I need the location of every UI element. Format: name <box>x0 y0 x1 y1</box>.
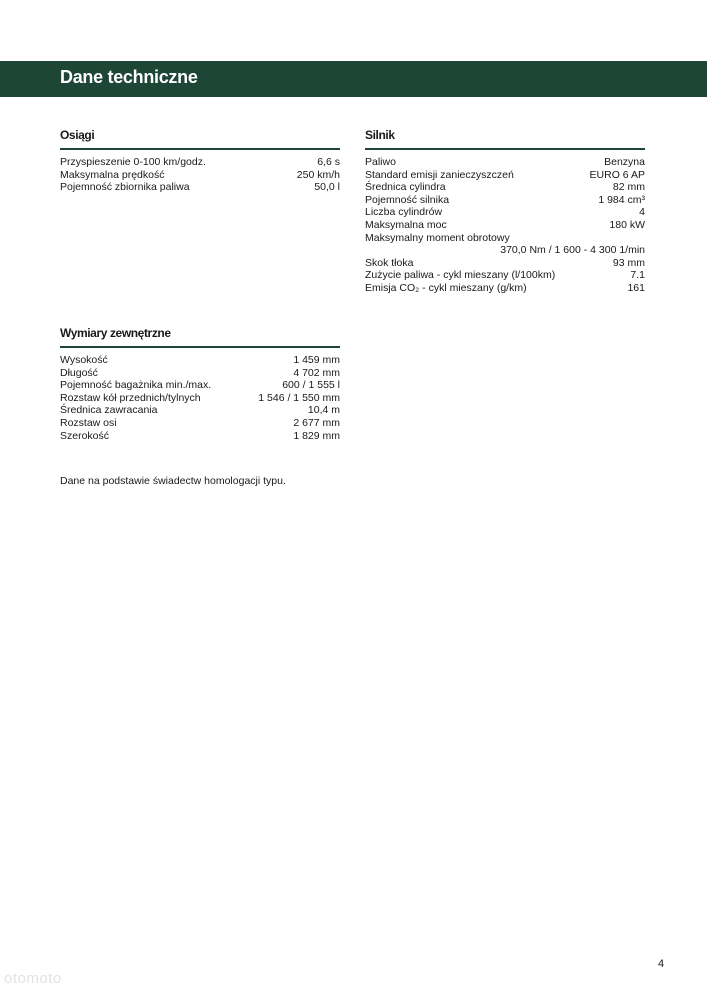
spec-value: 600 / 1 555 l <box>282 379 340 392</box>
spec-value: 93 mm <box>612 256 645 269</box>
spec-value: 1 829 mm <box>293 429 340 442</box>
spec-value: 10,4 m <box>307 404 340 417</box>
spec-row <box>365 194 645 207</box>
spec-row <box>60 156 340 169</box>
spec-row <box>365 181 645 194</box>
spec-row <box>60 367 340 380</box>
spec-label: Emisja CO₂ - cykl mieszany (g/km) <box>365 281 527 294</box>
spec-label: Pojemność bagażnika min./max. <box>60 379 212 392</box>
spec-value: 4 <box>639 206 645 219</box>
spec-label: Rozstaw kół przednich/tylnych <box>60 391 201 404</box>
spec-value: 6,6 s <box>317 156 340 168</box>
spec-row <box>365 257 645 270</box>
spec-value: 82 mm <box>612 181 645 194</box>
spec-row <box>365 269 645 282</box>
spec-label: Szerokość <box>60 429 110 442</box>
spec-value: 2 677 mm <box>293 416 340 429</box>
spec-value: 4 702 mm <box>293 366 340 379</box>
spec-value: 1 546 / 1 550 mm <box>258 391 340 404</box>
section-title: Silnik <box>365 128 645 150</box>
spec-value: 180 kW <box>609 218 645 231</box>
spec-row <box>365 206 645 219</box>
spec-value: 7.1 <box>630 269 645 282</box>
spec-list <box>60 156 340 194</box>
spec-label: Rozstaw osi <box>60 416 117 429</box>
spec-row <box>365 219 645 232</box>
spec-row <box>365 232 645 257</box>
spec-label: Zużycie paliwa - cykl mieszany (l/100km) <box>365 269 556 282</box>
page-title: Dane techniczne <box>60 67 198 87</box>
spec-row <box>60 379 340 392</box>
homologation-note: Dane na podstawie świadectw homologacji typu. <box>60 475 286 487</box>
spec-row <box>60 392 340 405</box>
spec-row <box>60 181 340 194</box>
watermark: otomoto <box>4 970 62 987</box>
header-banner <box>0 61 707 97</box>
spec-list <box>365 156 645 295</box>
spec-label: Wysokość <box>60 354 108 366</box>
section-silnik <box>365 128 645 295</box>
spec-value: Benzyna <box>604 156 645 168</box>
spec-label: Maksymalna prędkość <box>60 168 165 181</box>
page-number: 4 <box>658 958 665 970</box>
spec-label: Maksymalna moc <box>365 218 447 231</box>
spec-value: 161 <box>627 281 645 294</box>
section-title: Wymiary zewnętrzne <box>60 326 340 348</box>
spec-label: Liczba cylindrów <box>365 206 443 219</box>
spec-row <box>365 156 645 169</box>
spec-value: 1 459 mm <box>293 354 340 366</box>
spec-value: EURO 6 AP <box>589 168 645 181</box>
spec-row <box>60 417 340 430</box>
spec-label: Skok tłoka <box>365 256 414 269</box>
spec-row <box>60 354 340 367</box>
spec-label: Średnica cylindra <box>365 181 446 194</box>
spec-row <box>60 404 340 417</box>
spec-label: Średnica zawracania <box>60 404 158 417</box>
section-osiagi <box>60 128 340 194</box>
spec-list <box>60 354 340 442</box>
spec-row <box>365 282 645 295</box>
spec-value: 370,0 Nm / 1 600 - 4 300 1/min <box>500 244 645 257</box>
spec-label: Pojemność silnika <box>365 193 450 206</box>
spec-row <box>60 430 340 443</box>
spec-value: 50,0 l <box>314 181 340 194</box>
spec-value: 250 km/h <box>296 168 340 181</box>
spec-label: Długość <box>60 366 98 379</box>
spec-row <box>365 169 645 182</box>
spec-label: Pojemność zbiornika paliwa <box>60 181 190 194</box>
spec-label: Przyspieszenie 0-100 km/godz. <box>60 156 206 168</box>
spec-row <box>60 169 340 182</box>
spec-label: Maksymalny moment obrotowy <box>365 231 510 244</box>
spec-label: Paliwo <box>365 156 396 168</box>
section-title: Osiągi <box>60 128 340 150</box>
spec-label: Standard emisji zanieczyszczeń <box>365 168 514 181</box>
spec-value: 1 984 cm³ <box>598 193 645 206</box>
section-wymiary <box>60 326 340 442</box>
